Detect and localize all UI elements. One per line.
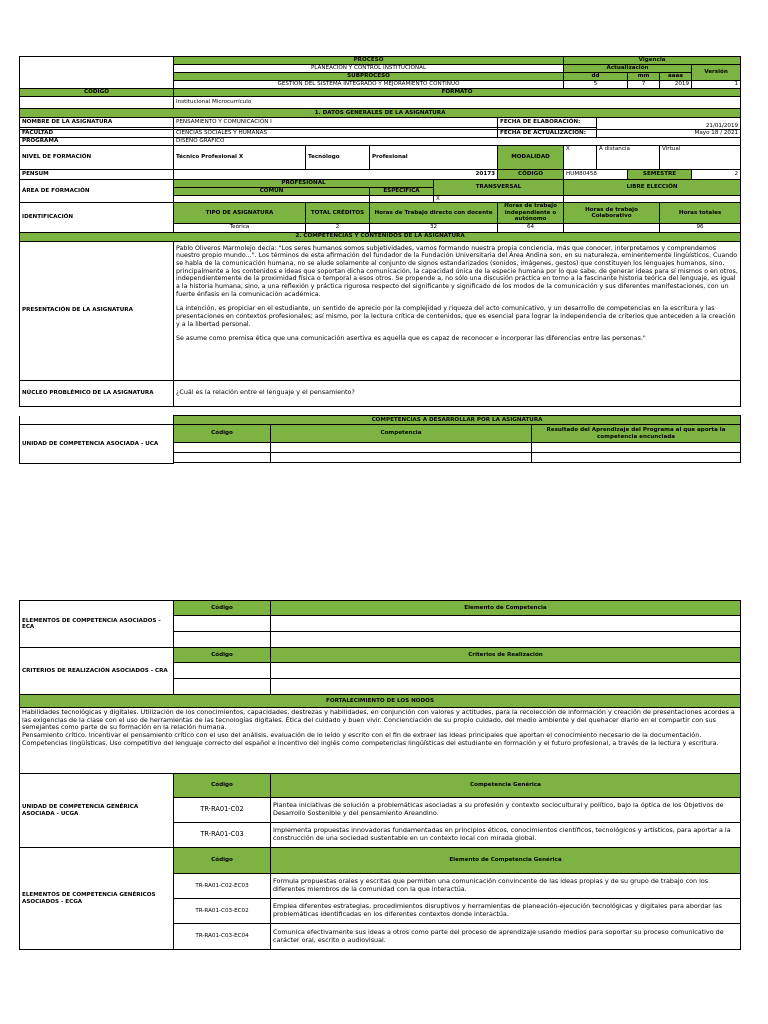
cra-empty-cell <box>271 679 741 695</box>
section2-title: 2. COMPETENCIAS Y CONTENIDOS DE LA ASIGNATURA <box>20 232 741 241</box>
ecga-row-code: TR-RA01-C02-EC03 <box>174 874 271 899</box>
uca-empty-cell <box>271 443 532 453</box>
fecha-elab-label: FECHA DE ELABORACIÓN: <box>498 118 597 128</box>
horas-totales-label: Horas totales <box>660 203 741 223</box>
horas-independiente-label: Horas de trabajo independiente o autónomo <box>498 203 564 223</box>
facultad-value: CIENCIAS SOCIALES Y HUMANAS <box>174 130 498 138</box>
version-label: Versión <box>692 65 741 81</box>
total-creditos-value: 2 <box>306 223 370 232</box>
version-value: 1 <box>692 81 741 89</box>
especifica-label: ESPECÍFICA <box>370 188 434 196</box>
header-blank-cell <box>20 57 174 89</box>
dd-value: 5 <box>564 81 628 89</box>
transversal-label: TRANSVERSAL <box>434 180 564 196</box>
fecha-act-value: Mayo 18 / 2021 <box>597 130 741 138</box>
uca-empty-cell <box>174 453 271 463</box>
fecha-act-label: FECHA DE ACTUALIZACIÓN: <box>498 130 597 138</box>
modalidad-distancia: A distancia <box>597 146 660 170</box>
section1-title: 1. DATOS GENERALES DE LA ASIGNATURA <box>20 109 741 118</box>
ecga-codigo-header: Código <box>174 848 271 874</box>
ecga-row-code: TR-RA01-C03-EC02 <box>174 899 271 924</box>
uca-resultado-header: Resultado del Aprendizaje del Programa al que aporta la competencia encunciada <box>532 425 741 443</box>
horas-colaborativo-label: Horas de trabajo Colaborativo <box>564 203 660 223</box>
uca-empty-cell <box>271 453 532 463</box>
nivel-label: NIVEL DE FORMACIÓN <box>20 146 174 170</box>
uca-empty-cell <box>174 443 271 453</box>
cra-label: CRITERIOS DE REALIZACIÓN ASOCIADOS - CRA <box>20 648 174 695</box>
presentacion-text <box>174 241 741 380</box>
programa-value: DISEÑO GRÁFICO <box>174 138 741 146</box>
horas-colaborativo-value <box>564 223 660 232</box>
eca-empty-cell <box>174 616 271 632</box>
cra-empty-cell <box>174 679 271 695</box>
programa-label: PROGRAMA <box>20 138 174 146</box>
ecga-row-text: Comunica efectivamente sus ideas a otros como parte del proceso de aprendizaje usando medios para soportar su proceso comunicativo de carácter oral, escrito o audiovisual. <box>271 924 741 950</box>
vigencia-label: Vigencia <box>564 57 741 65</box>
subproceso-value: GESTIÓN DEL SISTEMA INTEGRADO Y MEJORAMIENTO CONTINUO <box>174 81 564 89</box>
microcurriculum-page1-table <box>19 56 741 407</box>
codigo-value: HUM80458 <box>564 170 628 180</box>
nivel-tecnologo: Tecnólogo <box>306 146 370 170</box>
presentacion-paragraph-1: Pablo Oliveros Marmolejo decía: "Los seres humanos somos subjetividades, vamos formando nuestra propia conciencia, más que conocer, interpretamos y comprendemos nuestro propio mundo...". Los términos de esta afirmación del fundador de la Fundación Universitaria del Área Andina son, en su naturaleza, eminentemente lingüísticos. Cuando se habla de la comunicación humana, no se alude solamente al conjunto de signos estandarizados (sonidos, imágenes, gestos) que constituyen los lenguajes humanos, sino, principalmente a los contenidos e ideas que soportan dicha comunicación, la capacidad única de la especie humana por lo que sabe, de generar ideas para sí mismos o en otros, independientemente de la proximidad física o temporal a esos otros. Se propende a, no sólo una discusión práctica en torno a la fascinante historia teórica del lenguaje, es igual a la historia humana, sino, a una reflexión y práctica rigurosa respecto del significante y significado de los modos de la comunicación y sus diferentes manifestaciones, con un fuerte énfasis en la comunicación académica. <box>176 244 738 298</box>
uca-spacer <box>532 463 741 464</box>
especifica-value <box>370 196 434 203</box>
ucga-row-code: TR-RA01-C03 <box>174 823 271 848</box>
ecga-label: ELEMENTOS DE COMPETENCIA GENÉRICOS ASOCIADOS - ECGA <box>20 848 174 950</box>
proceso-label: PROCESO <box>174 57 564 65</box>
eca-elemento-header: Elemento de Competencia <box>271 601 741 616</box>
ucga-codigo-header: Código <box>174 774 271 798</box>
tipo-asignatura-label: TIPO DE ASIGNATURA <box>174 203 306 223</box>
ucga-competencia-header: Competencia Genérica <box>271 774 741 798</box>
codigo-header-label: CODIGO <box>20 89 174 97</box>
cra-empty-cell <box>174 663 271 679</box>
uca-competencia-header: Competencia <box>271 425 532 443</box>
nombre-label: NOMBRE DE LA ASIGNATURA <box>20 118 174 128</box>
ecga-row-text: Formula propuestas orales y escritas que permiten una comunicación convincente de las ideas propias y de su grupo de trabajo con los diferentes miembros de la comunidad con la que interactúa. <box>271 874 741 899</box>
cra-criterios-header: Criterios de Realización <box>271 648 741 663</box>
semestre-label: SEMESTRE <box>628 170 692 180</box>
libre-eleccion-value <box>564 196 741 203</box>
ecga-row-text: Emplea diferentes estrategias, procedimientos disruptivos y herramientas de planeación-ejecución tecnológicas y digitales para abordar las problemáticas identificadas en los diferentes contextos donde interactúa. <box>271 899 741 924</box>
libre-eleccion-label: LIBRE ELECCIÓN <box>564 180 741 196</box>
cra-empty-cell <box>271 663 741 679</box>
ucga-row-text: Plantea iniciativas de solución a problemáticas asociadas a su profesión y contexto sociocultural y político, bajo la óptica de los Objetivos de Desarrollo Sostenible y del pensamiento Areandino. <box>271 798 741 823</box>
fecha-elab-value: 21/01/2019 <box>597 118 741 130</box>
profesional-label: PROFESIONAL <box>174 180 434 188</box>
aaaa-label: aaaa <box>660 73 692 81</box>
horas-totales-value: 96 <box>660 223 741 232</box>
mm-value: 7 <box>628 81 660 89</box>
horas-directo-label: Horas de Trabajo directo con docente <box>370 203 498 223</box>
nivel-profesional: Profesional <box>370 146 498 170</box>
horas-directo-value: 32 <box>370 223 498 232</box>
formato-label: FORMATO <box>174 89 741 97</box>
competencias-table <box>19 415 741 464</box>
dd-label: dd <box>564 73 628 81</box>
nucleo-value: ¿Cuál es la relación entre el lenguaje y el pensamiento? <box>174 380 741 406</box>
fortalecimiento-text: Habilidades tecnológicas y digitales. Utilización de los conocimientos, capacidades, destrezas y habilidades, en conjunción con valores y actitudes, para la recolección de información y creación de presentaciones acordes a las exigencias de la clase con el uso de herramientas de las tecnologías digitales. Ética del cuidado y buen vivir. Concienciación de su propio cuidado, del medio ambiente y del quehacer diario en el compartir con sus semejantes como parte de su formación en la relación humana. Pensamiento crítico. Incentivar el pensamiento crítico con el uso del análisis, evaluación de lo leído y escrito con el fin de extraer las ideas principales que aportan el conocimiento necesario de la documentación. Competencias lingüísticas. Uso competitivo del lenguaje correcto del español e incentivo del inglés como competencias lingüísticas del estudiante en formación y el futuro profesional, a través de la lectura y escritura. <box>20 708 741 774</box>
formato-value: Institucional Microcurrículo <box>174 97 741 109</box>
total-creditos-label: TOTAL CRÉDITOS <box>306 203 370 223</box>
eca-label: ELEMENTOS DE COMPETENCIA ASOCIADOS - ECA <box>20 601 174 648</box>
ecga-row-code: TR-RA01-C03-EC04 <box>174 924 271 950</box>
presentacion-paragraph-2: La intención, es propiciar en el estudiante, un sentido de aprecio por la complejidad y riqueza del acto comunicativo, y un desarrollo de competencias en la escritura y las presentaciones en contextos profesionales; así mismo, por la lectura crítica de contenidos, que es esencial para lograr la independencia de criterios que anteceden a la creación y a la libertad personal. <box>176 305 736 328</box>
area-label: ÁREA DE FORMACIÓN <box>20 180 174 203</box>
competencias-blank <box>20 416 174 425</box>
presentacion-paragraph-3: Se asume como premisa ética que una comunicación asertiva es aquella que es capaz de reconocer e incorporar las diferencias entre las personas." <box>176 335 646 343</box>
tipo-asignatura-value: Teórica <box>174 223 306 232</box>
pensum-value: 20173 <box>174 170 498 180</box>
competencias-title: COMPETENCIAS A DESARROLLAR POR LA ASIGNATURA <box>174 416 741 425</box>
uca-label: UNIDAD DE COMPETENCIA ASOCIADA - UCA <box>20 425 174 464</box>
eca-empty-cell <box>271 632 741 648</box>
aaaa-value: 2019 <box>660 81 692 89</box>
uca-codigo-header: Código <box>174 425 271 443</box>
modalidad-virtual: Virtual <box>660 146 741 170</box>
codigo-header-value <box>20 97 174 109</box>
subproceso-label: SUBPROCESO <box>174 73 564 81</box>
pensum-label: PENSUM <box>20 170 174 180</box>
comun-label: COMUN <box>174 188 370 196</box>
comun-value <box>174 196 370 203</box>
uca-empty-cell <box>532 453 741 463</box>
nivel-tecnico-profesional: Técnico Profesional X <box>174 146 306 170</box>
actualizacion-label: Actualización <box>564 65 692 73</box>
eca-empty-cell <box>271 616 741 632</box>
eca-codigo-header: Código <box>174 601 271 616</box>
uca-spacer <box>271 463 532 464</box>
modalidad-label: MODALIDAD <box>498 146 564 170</box>
presentacion-label: PRESENTACIÓN DE LA ASIGNATURA <box>20 241 174 380</box>
microcurriculum-page2-table <box>19 600 741 950</box>
ecga-elemento-header: Elemento de Competencia Genérica <box>271 848 741 874</box>
codigo-label: CÓDIGO <box>498 170 564 180</box>
cra-codigo-header: Código <box>174 648 271 663</box>
horas-independiente-value: 64 <box>498 223 564 232</box>
uca-empty-cell <box>532 443 741 453</box>
fortalecimiento-title: FORTALECIMIENTO DE LOS NODOS <box>20 695 741 708</box>
ucga-row-text: Implementa propuestas innovadoras fundamentadas en principios éticos, conocimientos científicos, tecnológicos y artísticos, para aportar a la construcción de una sociedad sustentable en un contexto local con mirada global. <box>271 823 741 848</box>
modalidad-x: X <box>564 146 597 170</box>
nucleo-label: NÚCLEO PROBLÉMICO DE LA ASIGNATURA <box>20 380 174 406</box>
eca-empty-cell <box>174 632 271 648</box>
identificacion-label: IDENTIFICACIÓN <box>20 203 174 232</box>
uca-spacer <box>174 463 271 464</box>
mm-label: mm <box>628 73 660 81</box>
nombre-value: PENSAMIENTO Y COMUNICACIÓN I <box>174 118 498 128</box>
facultad-label: FACULTAD <box>20 130 174 138</box>
ucga-label: UNIDAD DE COMPETENCIA GENÉRICA ASOCIADA - UCGA <box>20 774 174 848</box>
transversal-value: X <box>434 196 564 203</box>
ucga-row-code: TR-RA01-C02 <box>174 798 271 823</box>
proceso-value: PLANEACIÓN Y CONTROL INSTITUCIONAL <box>174 65 564 73</box>
semestre-value: 2 <box>692 170 741 180</box>
